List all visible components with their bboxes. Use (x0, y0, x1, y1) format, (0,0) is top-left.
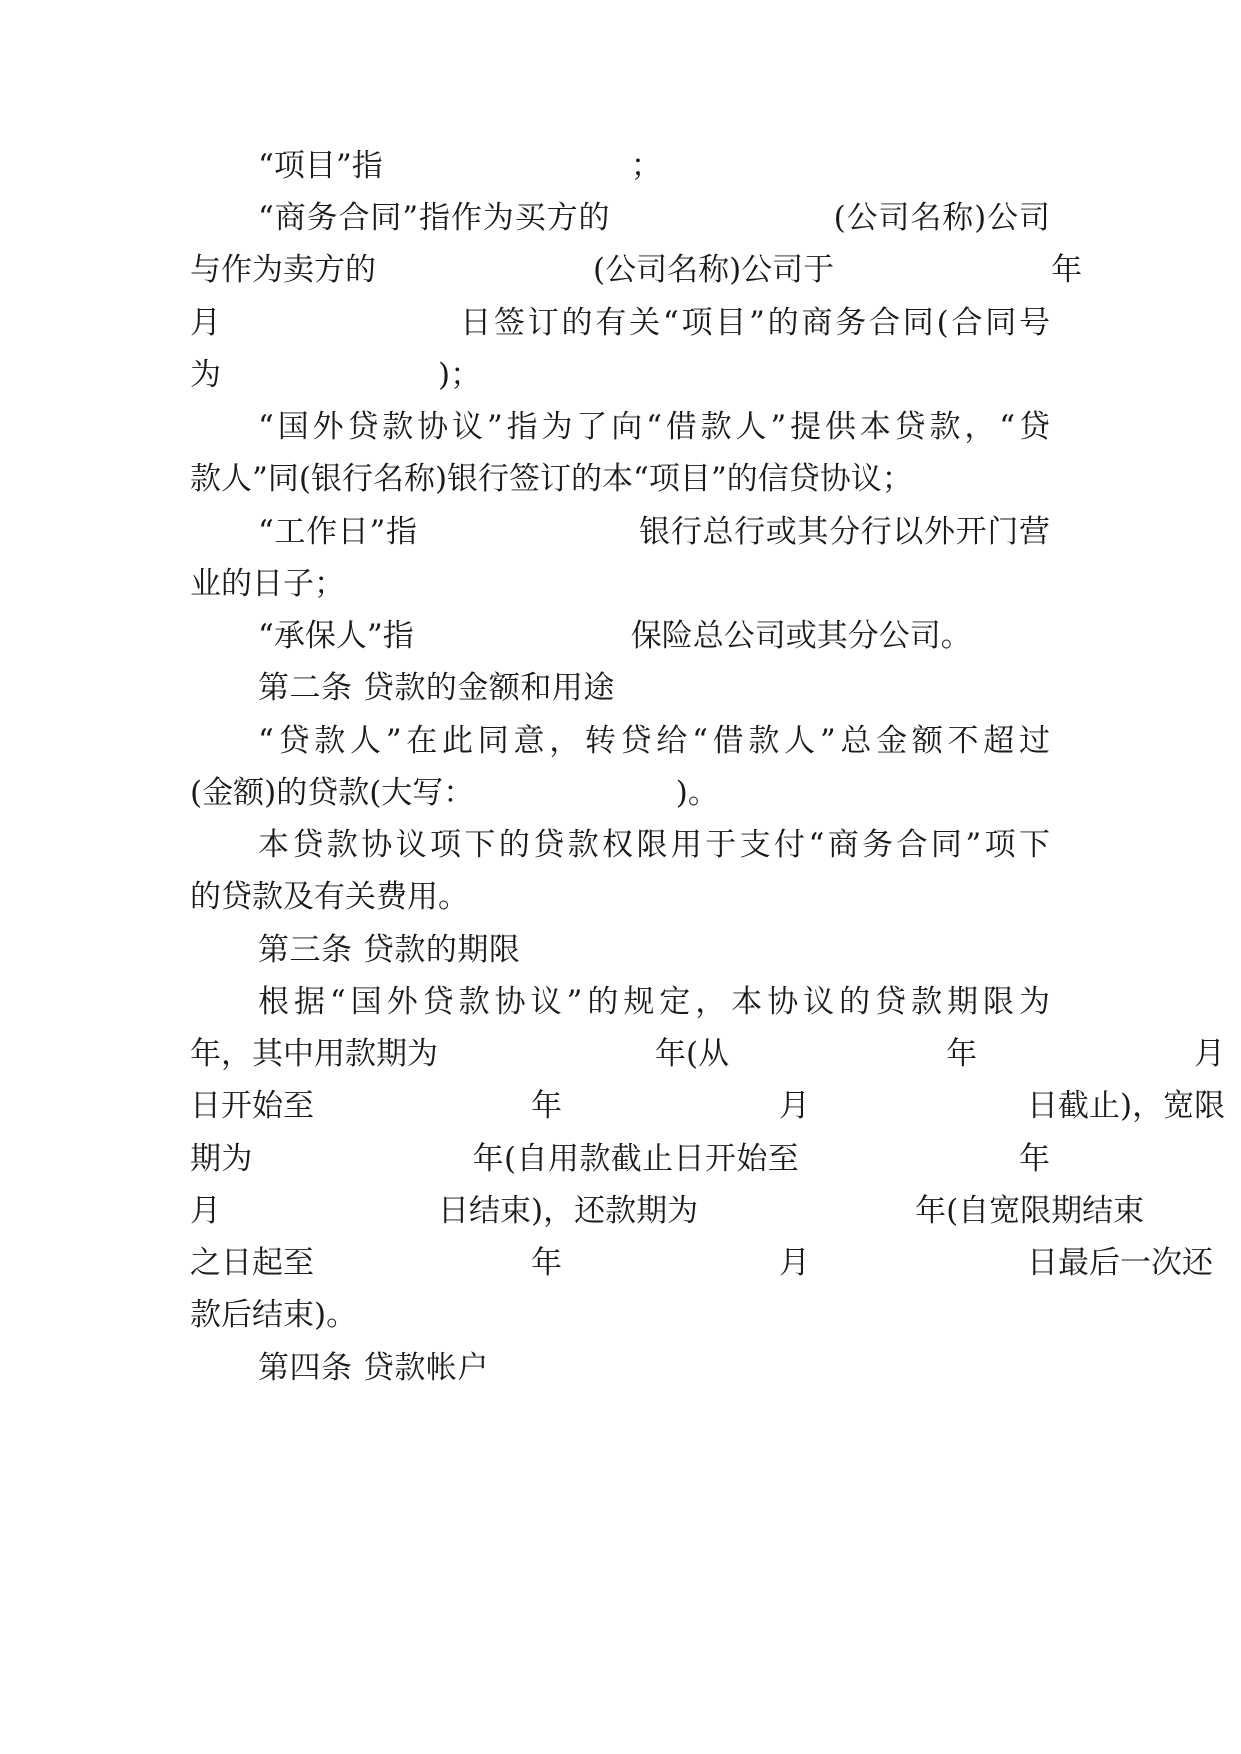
article-2-paragraph-2-line-1: 本贷款协议项下的贷款权限用于支付“商务合同”项下 (258, 827, 1050, 863)
article-2-paragraph-2-line-2: 的贷款及有关费用。 (190, 879, 469, 915)
definition-commercial-contract-line-1: “商务合同”指作为买方的 (公司名称)公司 (258, 200, 1050, 236)
article-3-heading: 第三条 贷款的期限 (258, 932, 521, 968)
definition-project: “项目”指 ； (258, 148, 662, 184)
article-3-line-6: 之日起至 年 月 日最后一次还 (190, 1245, 1213, 1281)
article-3-line-4: 期为 年(自用款截止日开始至 年 (190, 1141, 1050, 1177)
article-4-heading: 第四条 贷款帐户 (258, 1350, 489, 1386)
definition-working-day-line-2: 业的日子； (190, 566, 345, 602)
definition-foreign-loan-line-1: “国外贷款协议”指为了向“借款人”提供本贷款，“贷 (258, 409, 1050, 445)
definition-insurer: “承保人”指 保险总公司或其分公司。 (258, 618, 972, 654)
definition-working-day-line-1: “工作日”指 银行总行或其分行以外开门营 (258, 514, 1050, 550)
article-3-line-1: 根据“国外贷款协议”的规定，本协议的贷款期限为 (258, 984, 1050, 1020)
article-2-paragraph-1-line-1: “贷款人”在此同意，转贷给“借款人”总金额不超过 (258, 723, 1050, 759)
article-2-paragraph-1-line-2: (金额)的贷款(大写： )。 (190, 775, 719, 811)
definition-foreign-loan-line-2: 款人”同(银行名称)银行签订的本“项目”的信贷协议； (190, 461, 913, 497)
definition-commercial-contract-line-4: 为 )； (190, 357, 482, 393)
article-3-line-2: 年，其中用款期为 年(从 年 月 (190, 1036, 1226, 1072)
article-3-line-7: 款后结束)。 (190, 1297, 358, 1333)
definition-commercial-contract-line-3: 月 日签订的有关“项目”的商务合同(合同号 (190, 305, 1050, 341)
definition-commercial-contract-line-2: 与作为卖方的 (公司名称)公司于 年 (190, 252, 1083, 288)
article-3-line-3: 日开始至 年 月 日截止)，宽限 (190, 1088, 1226, 1124)
article-3-line-5: 月 日结束)，还款期为 年(自宽限期结束 (190, 1193, 1145, 1229)
article-2-heading: 第二条 贷款的金额和用途 (258, 670, 615, 706)
